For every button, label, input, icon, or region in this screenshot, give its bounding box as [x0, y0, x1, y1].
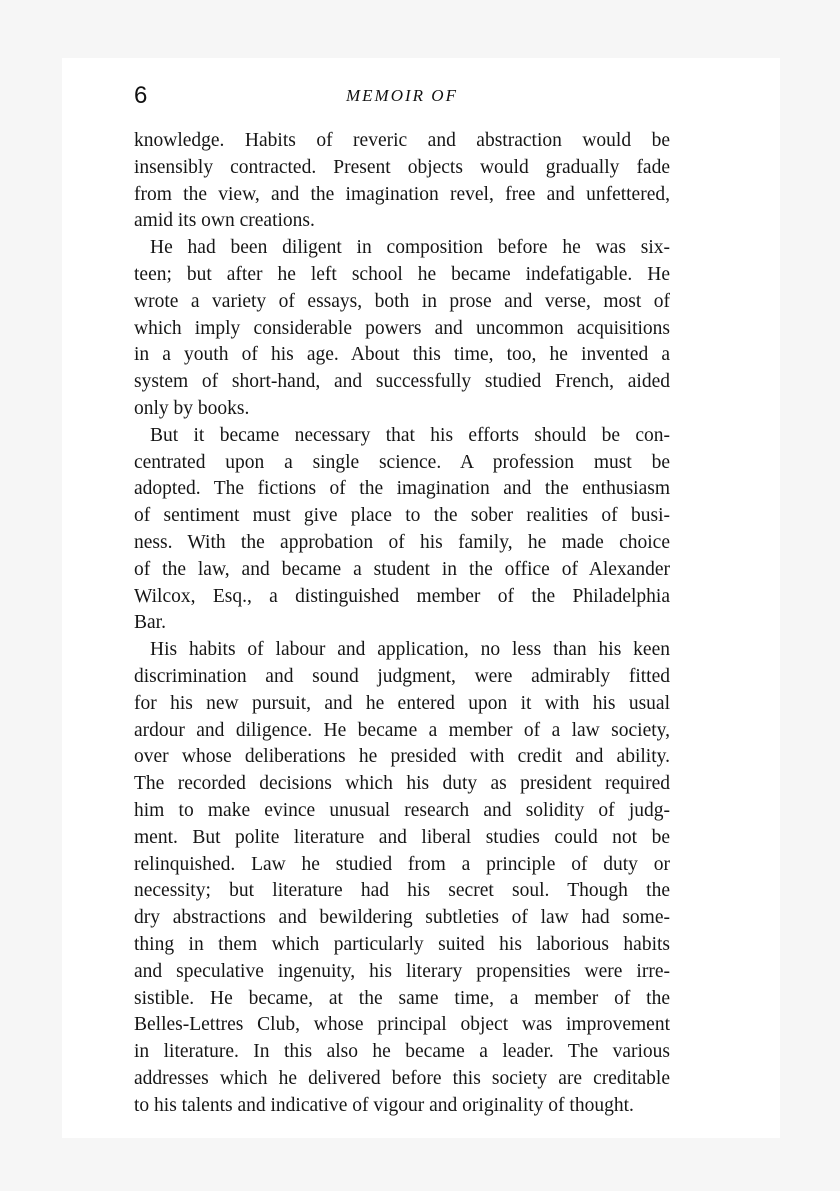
text-line: ardour and diligence. He became a member of a law society, — [134, 719, 670, 741]
text-line: The recorded decisions which his duty as president required — [134, 773, 670, 795]
text-line: of the law, and became a student in the office of Alexander — [134, 558, 670, 580]
text-line: insensibly contracted. Present objects would gradually fade — [134, 156, 670, 178]
text-line: from the view, and the imagination revel, free and unfettered, — [134, 183, 670, 205]
text-line: only by books. — [134, 397, 250, 419]
text-line: which imply considerable powers and uncommon acquisitions — [134, 317, 670, 339]
paragraph — [134, 637, 670, 1119]
text-line: discrimination and sound judgment, were admirably fitted — [134, 665, 670, 687]
text-line: Wilcox, Esq., a distinguished member of the Philadelphia — [134, 585, 670, 607]
text-line: amid its own creations. — [134, 210, 315, 232]
text-line: But it became necessary that his efforts should be con- — [150, 424, 670, 446]
text-line: over whose deliberations he presided with credit and ability. — [134, 746, 670, 768]
text-line: ment. But polite literature and liberal studies could not be — [134, 826, 670, 848]
text-line: to his talents and indicative of vigour and originality of thought. — [134, 1094, 634, 1116]
text-line: in a youth of his age. About this time, too, he invented a — [134, 344, 670, 366]
text-line: knowledge. Habits of reveric and abstraction would be — [134, 130, 670, 151]
text-line: wrote a variety of essays, both in prose and verse, most of — [134, 290, 670, 312]
text-line: system of short-hand, and successfully studied French, aided — [134, 371, 670, 393]
text-line: thing in them which particularly suited his laborious habits — [134, 933, 670, 955]
text-line: Belles-Lettres Club, whose principal object was improvement — [134, 1014, 670, 1036]
text-line: centrated upon a single science. A profession must be — [134, 451, 670, 473]
text-line: adopted. The fictions of the imagination and the enthusiasm — [134, 478, 670, 500]
text-line: and speculative ingenuity, his literary propensities were irre- — [134, 960, 670, 982]
text-line: in literature. In this also he became a leader. The various — [134, 1041, 670, 1063]
text-line: relinquished. Law he studied from a principle of duty or — [134, 853, 670, 875]
page-number: 6 — [134, 82, 148, 109]
text-line: teen; but after he left school he became indefatigable. He — [134, 263, 670, 285]
text-line: ness. With the approbation of his family, he made choice — [134, 531, 670, 553]
text-line: Bar. — [134, 612, 166, 634]
text-line: He had been diligent in composition before he was six- — [150, 237, 670, 259]
text-line: His habits of labour and application, no less than his keen — [150, 639, 670, 661]
text-line: addresses which he delivered before this society are creditable — [134, 1067, 670, 1089]
body-text — [134, 128, 670, 1119]
page-header — [134, 82, 670, 112]
running-title: MEMOIR OF — [346, 86, 458, 105]
text-line: of sentiment must give place to the sober realities of busi- — [134, 505, 670, 527]
paragraph — [134, 128, 670, 235]
text-line: dry abstractions and bewildering subtleties of law had some- — [134, 907, 670, 929]
text-line: for his new pursuit, and he entered upon it with his usual — [134, 692, 670, 714]
text-line: necessity; but literature had his secret soul. Though the — [134, 880, 670, 902]
text-line: him to make evince unusual research and solidity of judg- — [134, 799, 670, 821]
text-line: sistible. He became, at the same time, a member of the — [134, 987, 670, 1009]
paragraph — [134, 423, 670, 637]
paragraph — [134, 235, 670, 423]
